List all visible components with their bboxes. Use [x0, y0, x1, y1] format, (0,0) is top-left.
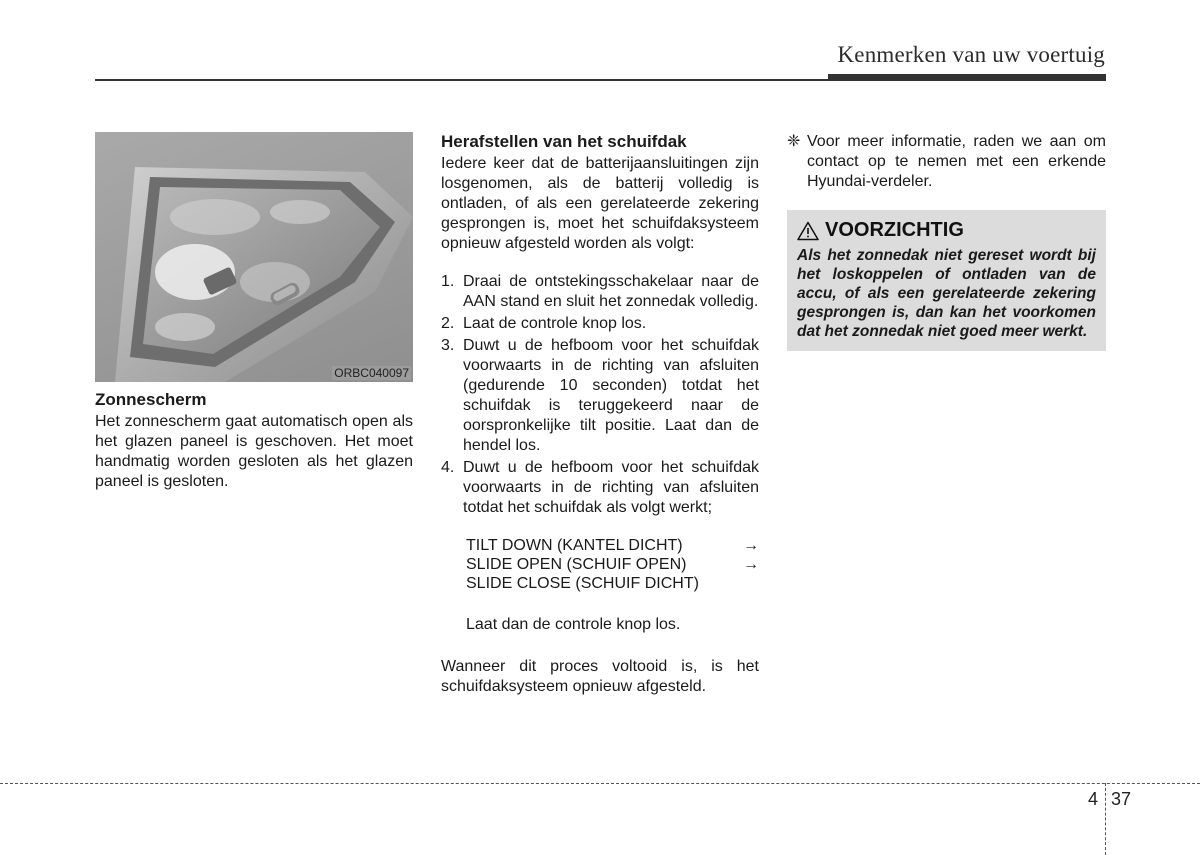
sunshade-heading: Zonnescherm	[95, 390, 207, 409]
sequence-text: SLIDE CLOSE (SCHUIF DICHT)	[466, 575, 699, 592]
sequence-line	[466, 536, 759, 555]
caution-box	[787, 210, 1106, 351]
step-text: Duwt u de hefboom voor het schuifdak voorwaarts in de richting van afsluiten (gedurende 10 seconden) totdat het schuifdak is teruggekeerd naar de oorspronkelijke tilt positie. Laat dan de hendel los.	[463, 337, 759, 454]
info-note	[787, 132, 1106, 192]
footer-page-divider	[1105, 783, 1106, 855]
column-right	[787, 132, 1106, 351]
reset-heading: Herafstellen van het schuifdak	[441, 132, 687, 151]
sequence-line	[466, 574, 759, 593]
sequence-line	[466, 555, 759, 574]
warning-triangle-icon	[797, 221, 819, 241]
sunroof-illustration	[95, 132, 413, 382]
caution-header	[797, 219, 1096, 242]
column-left	[95, 132, 413, 492]
release-instruction: Laat dan de controle knop los.	[466, 616, 681, 633]
step-text: Draai de ontstekingsschakelaar naar de AAN stand en sluit het zonnedak volledig.	[463, 273, 759, 310]
list-item	[441, 272, 759, 312]
list-item	[441, 336, 759, 456]
operation-sequence	[441, 536, 759, 593]
list-item	[441, 458, 759, 518]
sunroof-photo	[95, 132, 413, 382]
note-text: Voor meer informatie, raden we aan om contact op te nemen met een erkende Hyundai-verdeler.	[807, 133, 1106, 190]
column-middle	[441, 132, 759, 715]
page-header-title: Kenmerken van uw voertuig	[837, 42, 1105, 67]
step-text: Duwt u de hefboom voor het schuifdak voorwaarts in de richting van afsluiten totdat het schuifdak als volgt werkt;	[463, 459, 759, 516]
reset-intro: Iedere keer dat de batterijaansluitingen zijn losgenomen, als de batterij volledig is ontladen, of als een gerelateerde zekering gesprongen is, moet het schuifdaksysteem opnieuw afgesteld worden als volgt:	[441, 155, 759, 252]
arrow-right-icon: →	[743, 556, 759, 573]
sunshade-body: Het zonnescherm gaat automatisch open als het glazen paneel is geschoven. Het moet handmatig worden gesloten als het glazen paneel is gesloten.	[95, 413, 413, 490]
caution-title: VOORZICHTIG	[825, 219, 964, 241]
caution-text: Als het zonnedak niet gereset wordt bij het loskoppelen of ontladen van de accu, of als een gerelateerde zekering gesprongen is, dan kan het voorkomen dat het zonnedak niet goed meer werkt.	[797, 247, 1096, 340]
sequence-text: TILT DOWN (KANTEL DICHT)	[466, 537, 683, 554]
note-mark-icon: ❈	[787, 133, 801, 150]
page-number: 37	[1111, 789, 1132, 809]
step-number: 2.	[441, 315, 455, 332]
figure-code: ORBC040097	[334, 366, 409, 380]
reset-steps	[441, 272, 759, 518]
step-number: 3.	[441, 337, 455, 354]
header-rule-accent	[828, 74, 1106, 81]
list-item	[441, 314, 759, 334]
step-text: Laat de controle knop los.	[463, 315, 647, 332]
reset-outro: Wanneer dit proces voltooid is, is het schuifdaksysteem opnieuw afgesteld.	[441, 658, 759, 695]
arrow-right-icon: →	[743, 537, 759, 554]
step-number: 1.	[441, 273, 455, 290]
sequence-text: SLIDE OPEN (SCHUIF OPEN)	[466, 556, 687, 573]
footer-divider	[0, 783, 1200, 784]
header-rule	[95, 79, 830, 81]
step-number: 4.	[441, 459, 455, 476]
chapter-number: 4	[1087, 789, 1098, 809]
